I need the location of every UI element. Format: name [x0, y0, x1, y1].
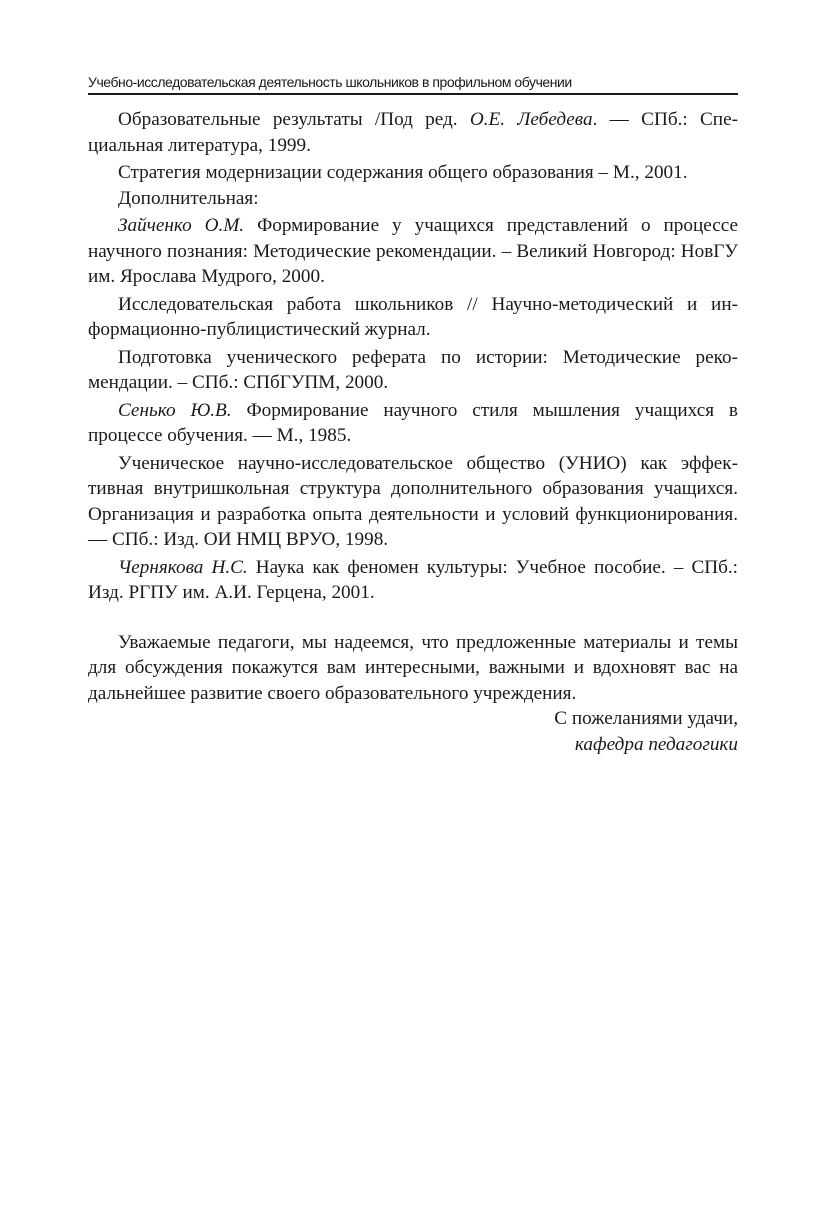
reference-author: Сенько Ю.В.: [118, 399, 232, 421]
reference-editor: О.Е. Лебедева: [469, 109, 593, 130]
reference-text: Исследовательская работа школьников // Научно-методический и информационно-публицистический журнал.: [88, 293, 738, 340]
closing-wishes: С пожеланиями удачи,: [554, 708, 738, 729]
reference-item: [88, 345, 738, 396]
reference-item: [88, 213, 738, 290]
reference-text: Подготовка ученического реферата по истории: Методические рекомендации. – СПб.: СПбГУПМ, 2000.: [88, 346, 738, 393]
reference-text: Стратегия модернизации содержания общего образования – М., 2001.: [118, 162, 688, 183]
reference-text: Образовательные результаты /Под ред.: [118, 109, 470, 130]
closing-message: [88, 630, 738, 707]
reference-item: [88, 292, 738, 343]
signature: кафедра педагогики: [574, 733, 738, 755]
closing-paragraph: Уважаемые педагоги, мы надеемся, что предложенные материалы и темы для обсуждения покажутся вам интересными, важными и вдохновят вас на дальнейшее развитие своего образовательного учреждения.: [88, 631, 738, 704]
reference-text: Ученическое научно-исследовательское общество (УНИО) как эффективная внутришкольная структура дополнительного образования учащихся. Организация и разработка опыта деятельности и условий функционирования. — СПб.: Изд. ОИ НМЦ ВРУО, 1998.: [88, 452, 738, 550]
reference-item: [88, 555, 738, 606]
running-head: Учебно-исследовательская деятельность школьников в профильном обучении: [88, 73, 738, 95]
reference-text: Наука как феномен культуры: Учебное пособие. – СПб.: Изд. РГПУ им. А.И. Герцена, 2001.: [88, 556, 738, 603]
section-label-additional: [88, 186, 738, 212]
reference-text: Дополнительная:: [118, 187, 259, 209]
page: [88, 73, 738, 757]
reference-text: Формирование научного стиля мышления учащихся в процессе обучения. — М., 1985.: [88, 399, 738, 446]
reference-author: Зайченко О.М.: [118, 215, 245, 236]
reference-item: [88, 398, 738, 449]
reference-item: [88, 160, 738, 186]
reference-author: Чернякова Н.С.: [118, 556, 248, 578]
reference-item: [88, 451, 738, 553]
reference-text: . — СПб.: Специальная литература, 1999.: [88, 109, 738, 156]
reference-list: [88, 107, 738, 606]
reference-text: Формирование у учащихся представлений о процессе научного познания: Методические рекомендации. – Великий Новгород: НовГУ им. Ярослава Мудрого, 2000.: [88, 215, 738, 287]
reference-item: [88, 107, 738, 158]
